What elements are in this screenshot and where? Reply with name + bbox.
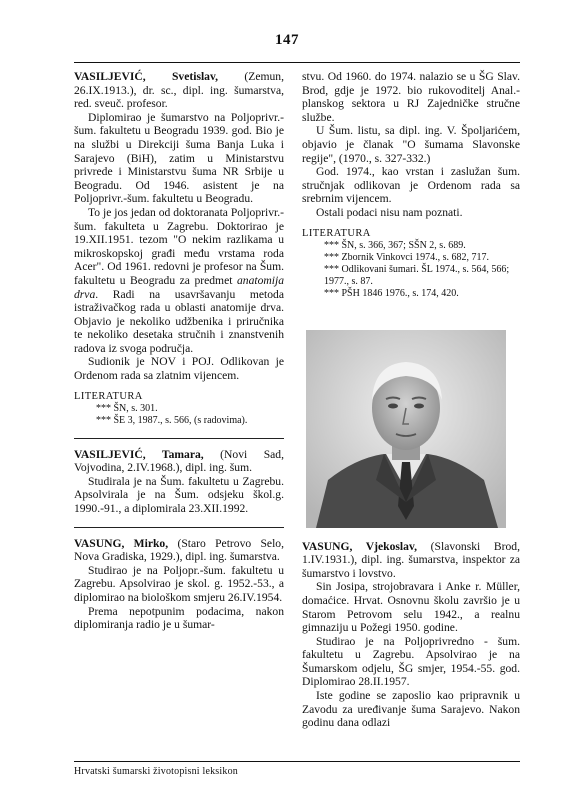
- portrait-image-icon: [306, 330, 506, 528]
- entry-paragraph: Sin Josipa, strojobravara i Anke r. Müller, domaćice. Hrvat. Osnovnu školu završio je u Starom Petrovom selu 1942., a realnu gimnaziju u Požegi 1950. godine.: [302, 580, 520, 635]
- portrait-photo: [306, 330, 506, 528]
- entry-paragraph: stvu. Od 1960. do 1974. nalazio se u ŠG Slav. Brod, gdje je 1972. bio rukovoditelj Anal.-planskog sektora u RJ Zajedničke stručne službe.: [302, 70, 520, 124]
- right-column: [302, 70, 520, 730]
- entry-name: VASILJEVIĆ, Svetislav,: [74, 70, 219, 83]
- entry-paragraph: Ostali podaci nisu nam poznati.: [316, 205, 463, 219]
- entry-name: VASUNG, Mirko,: [74, 536, 169, 550]
- entry-paragraph: God. 1974., kao vrstan i zaslužan šum. stručnjak odlikovan je Ordenom rada sa srebrnim vijencem.: [302, 165, 520, 206]
- entry-paragraph: Iste godine se zaposlio kao pripravnik u Zavodu za uređivanje šuma Sarajevo. Nakon godinu dana odlazi: [302, 689, 520, 730]
- entry-paragraph: Prema nepotpunim podacima, nakon diplomiranja radio je u šumar-: [74, 604, 284, 632]
- literature-ref: *** ŠN, s. 366, 367; SŠN 2, s. 689.: [324, 239, 466, 251]
- entry-paragraph: Sudionik je NOV i POJ. Odlikovan je Ordenom rada sa zlatnim vijencem.: [74, 355, 284, 383]
- entry-svetislav-heading: VASILJEVIĆ, Svetislav, (Zemun, 26.IX.1913.), dr. sc., dipl. ing. šumarstva, red. sveuč. profesor.: [74, 70, 284, 111]
- entry-paragraph: Studirao je na Poljoprivredno - šum. fakultetu u Zagrebu. Apsolvirao je na Šumarskom odjelu, ŠG smjer, 1954.-55. god. Diplomirao 28.II.1957.: [302, 634, 520, 689]
- literature-ref: *** Zbornik Vinkovci 1974., s. 682, 717.: [324, 251, 490, 263]
- running-footer: Hrvatski šumarski životopisni leksikon: [74, 766, 238, 777]
- entry-divider: [74, 438, 284, 439]
- left-column: [74, 70, 284, 632]
- literature-ref: *** Odlikovani šumari. ŠL 1974., s. 564, 566; 1977., s. 87.: [324, 263, 510, 287]
- entry-vjekoslav-heading: VASUNG, Vjekoslav, (Slavonski Brod, 1.IV.1931.), dipl. ing. šumarstva, inspektor za šumarstvo i lovstvo.: [302, 539, 520, 580]
- entry-mirko-heading: VASUNG, Mirko, (Staro Petrovo Selo, Nova Gradiska, 1929.), dipl. ing. šumarstva.: [74, 536, 284, 564]
- entry-paragraph: Studirao je na Poljopr.-šum. fakultetu u Zagrebu. Apsolvirao je skol. g. 1952.-53., a diplomirao na biološkom smjeru 26.IV.1954.: [74, 563, 284, 604]
- entry-divider: [74, 527, 284, 528]
- footer-rule: [74, 761, 520, 762]
- entry-name: VASILJEVIĆ, Tamara,: [74, 447, 204, 461]
- entry-paragraph: Studirala je na Šum. fakultetu u Zagrebu. Apsolvirala je na Šum. odsjeku škol.g. 1990.-91., a diplomirala 23.XII.1992.: [74, 474, 284, 516]
- entry-paragraph: To je jos jedan od doktoranata Poljoprivr.-šum. fakulteta u Zagrebu. Doktorirao je 19.XII.1951. tezom "O nekim razlikama u mikroskopskoj građi među vrstama roda Acer". Od 1961. redovni je profesor na Šum. fakultetu u Beogradu za predmet anatomija drva. Radi na usavršavanju metoda istraživačkog rada u oblasti anatomije drva. Objavio je nekoliko udžbenika i priručnika te nekoliko desetaka stručnih i znanstvenih radova iz svoga područja.: [74, 205, 284, 355]
- entry-paragraph: Diplomirao je šumarstvo na Poljoprivr.-šum. fakultetu u Beogradu 1939. god. Bio je na službi u Direkciji šuma Banja Luka i Sarajevo (BiH), zatim u Ministarstvu privrede i Ministarstvu šuma NR Srbije u Beogradu. Od 1946. asistent je na Poljoprivr.-šum. fakultetu u Beogradu.: [74, 110, 284, 206]
- header-rule: [74, 62, 520, 63]
- literature-ref: *** PŠH 1846 1976., s. 174, 420.: [324, 287, 459, 299]
- literature-heading: LITERATURA: [74, 390, 143, 402]
- entry-paragraph: U Šum. listu, sa dipl. ing. V. Špoljarićem, objavio je članak "O šumama Slavonske regije", (1970., s. 327-332.): [302, 124, 520, 165]
- literature-ref: *** ŠE 3, 1987., s. 566, (s radovima).: [96, 414, 248, 426]
- entry-tamara-heading: VASILJEVIĆ, Tamara, (Novi Sad, Vojvodina, 2.IV.1968.), dipl. ing. šum.: [74, 447, 284, 475]
- literature-block: [74, 391, 284, 427]
- entry-name: VASUNG, Vjekoslav,: [302, 539, 418, 553]
- page-number: 147: [275, 32, 299, 48]
- literature-heading: LITERATURA: [302, 227, 371, 239]
- literature-ref: *** ŠN, s. 301.: [96, 402, 158, 414]
- literature-block: [302, 228, 520, 300]
